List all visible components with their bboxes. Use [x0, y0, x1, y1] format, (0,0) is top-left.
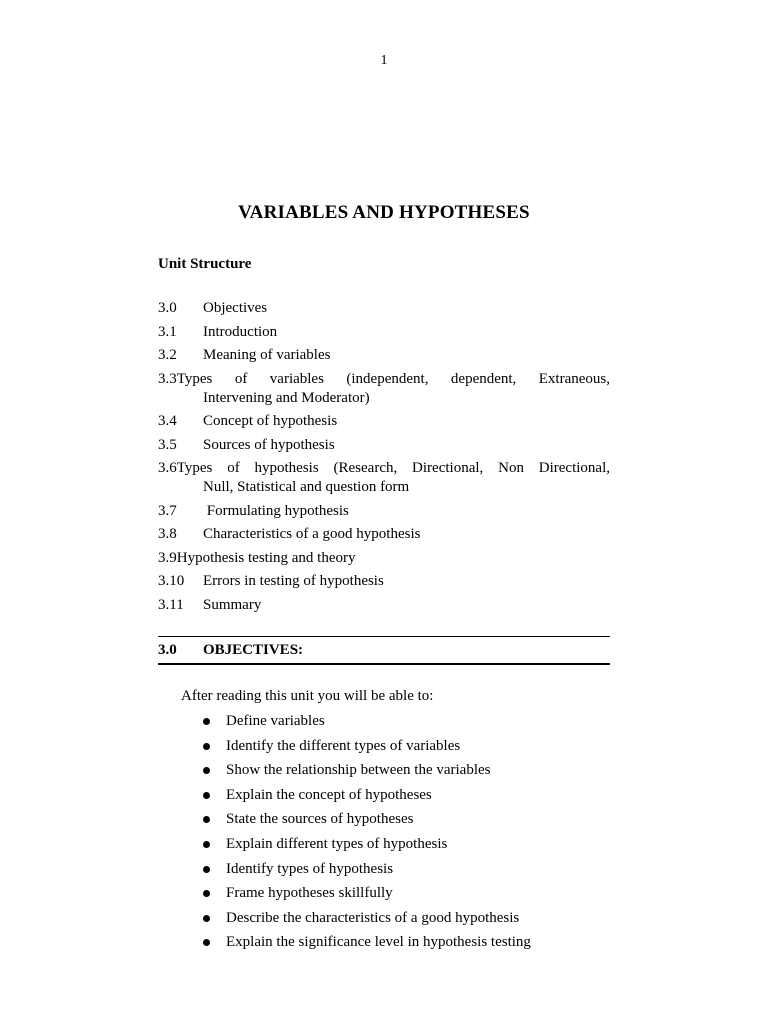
toc-item-continuation: Null, Statistical and question form	[203, 479, 410, 495]
list-item-text: Identify types of hypothesis	[226, 860, 394, 877]
bullet-icon	[203, 939, 210, 946]
toc-item-first-line	[158, 459, 610, 478]
toc-item	[158, 346, 610, 365]
toc-item-text: Introduction	[203, 323, 278, 340]
list-item-text: Show the relationship between the variables	[226, 762, 491, 779]
toc-item	[158, 459, 610, 497]
toc-item-number: 3.3	[158, 370, 177, 387]
list-item-text: State the sources of hypotheses	[226, 811, 414, 828]
list-item	[200, 933, 531, 952]
toc-item-continuation: Intervening and Moderator)	[203, 389, 370, 406]
toc-item	[158, 436, 610, 455]
bullet-icon	[203, 816, 210, 823]
toc-item-number: 3.11	[158, 596, 184, 613]
bullet-icon	[203, 866, 210, 873]
bullet-icon	[203, 718, 210, 725]
toc-item-text: Types of hypothesis (Research, Directional, Non Directional,	[176, 460, 610, 476]
toc-item-text: Meaning of variables	[203, 347, 331, 363]
toc-item-text: Summary	[203, 596, 262, 613]
toc-item-number: 3.5	[158, 436, 177, 453]
bullet-icon	[203, 792, 210, 799]
toc-item-text: Objectives	[203, 300, 268, 316]
toc-item-number: 3.7	[158, 502, 177, 519]
list-item	[200, 909, 531, 928]
toc-item-number: 3.6	[158, 460, 177, 476]
list-item	[200, 786, 531, 805]
toc-item-number: 3.0	[158, 300, 177, 316]
toc-item-text: Sources of hypothesis	[203, 436, 335, 453]
toc-item	[158, 596, 610, 615]
toc-item-number: 3.2	[158, 347, 177, 363]
list-item-text: Identify the different types of variables	[226, 737, 461, 754]
bullet-icon	[203, 767, 210, 774]
toc-item-text: Formulating hypothesis	[203, 502, 349, 519]
list-item	[200, 712, 531, 731]
toc-item-text: Errors in testing of hypothesis	[203, 573, 384, 589]
list-item	[200, 810, 531, 829]
toc-item-number: 3.10	[158, 573, 185, 589]
bullet-icon	[203, 915, 210, 922]
unit-structure-heading: Unit Structure	[158, 256, 252, 272]
bullet-icon	[203, 743, 210, 750]
list-item	[200, 761, 531, 780]
toc-item-number: 3.4	[158, 413, 177, 429]
toc-item-text: Hypothesis testing and theory	[176, 549, 356, 566]
toc-item	[158, 412, 610, 431]
toc-item-first-line	[158, 370, 610, 389]
list-item-text: Explain the concept of hypotheses	[226, 786, 432, 803]
toc-item	[158, 572, 610, 591]
list-item	[200, 835, 531, 854]
toc-item	[158, 549, 610, 568]
toc-item-text: Types of variables (independent, dependent, Extraneous,	[176, 370, 610, 387]
section-title: OBJECTIVES:	[203, 642, 304, 658]
toc-item	[158, 299, 610, 318]
document-title: VARIABLES AND HYPOTHESES	[238, 202, 530, 223]
section-number: 3.0	[158, 642, 177, 658]
list-item-text: Explain the significance level in hypothesis testing	[226, 934, 531, 951]
objectives-section-heading	[158, 636, 610, 665]
toc-item-number: 3.1	[158, 323, 177, 340]
toc-item	[158, 525, 610, 544]
page-number: 1	[380, 53, 388, 68]
toc-item-number: 3.8	[158, 526, 177, 542]
list-item	[200, 737, 531, 756]
list-item-text: Describe the characteristics of a good hypothesis	[226, 909, 520, 926]
list-item-text: Define variables	[226, 713, 325, 729]
bullet-icon	[203, 890, 210, 897]
toc-item	[158, 370, 610, 408]
list-item	[200, 860, 531, 879]
toc-item-number: 3.9	[158, 549, 177, 566]
toc-item	[158, 323, 610, 342]
objectives-list	[200, 712, 531, 958]
list-item	[200, 884, 531, 903]
bullet-icon	[203, 841, 210, 848]
list-item-text: Frame hypotheses skillfully	[226, 885, 393, 902]
toc-item	[158, 502, 610, 521]
list-item-text: Explain different types of hypothesis	[226, 835, 448, 852]
toc-item-text: Characteristics of a good hypothesis	[203, 526, 421, 542]
toc-item-text: Concept of hypothesis	[203, 413, 338, 429]
table-of-contents	[158, 299, 610, 619]
objectives-intro: After reading this unit you will be able to:	[181, 688, 434, 704]
